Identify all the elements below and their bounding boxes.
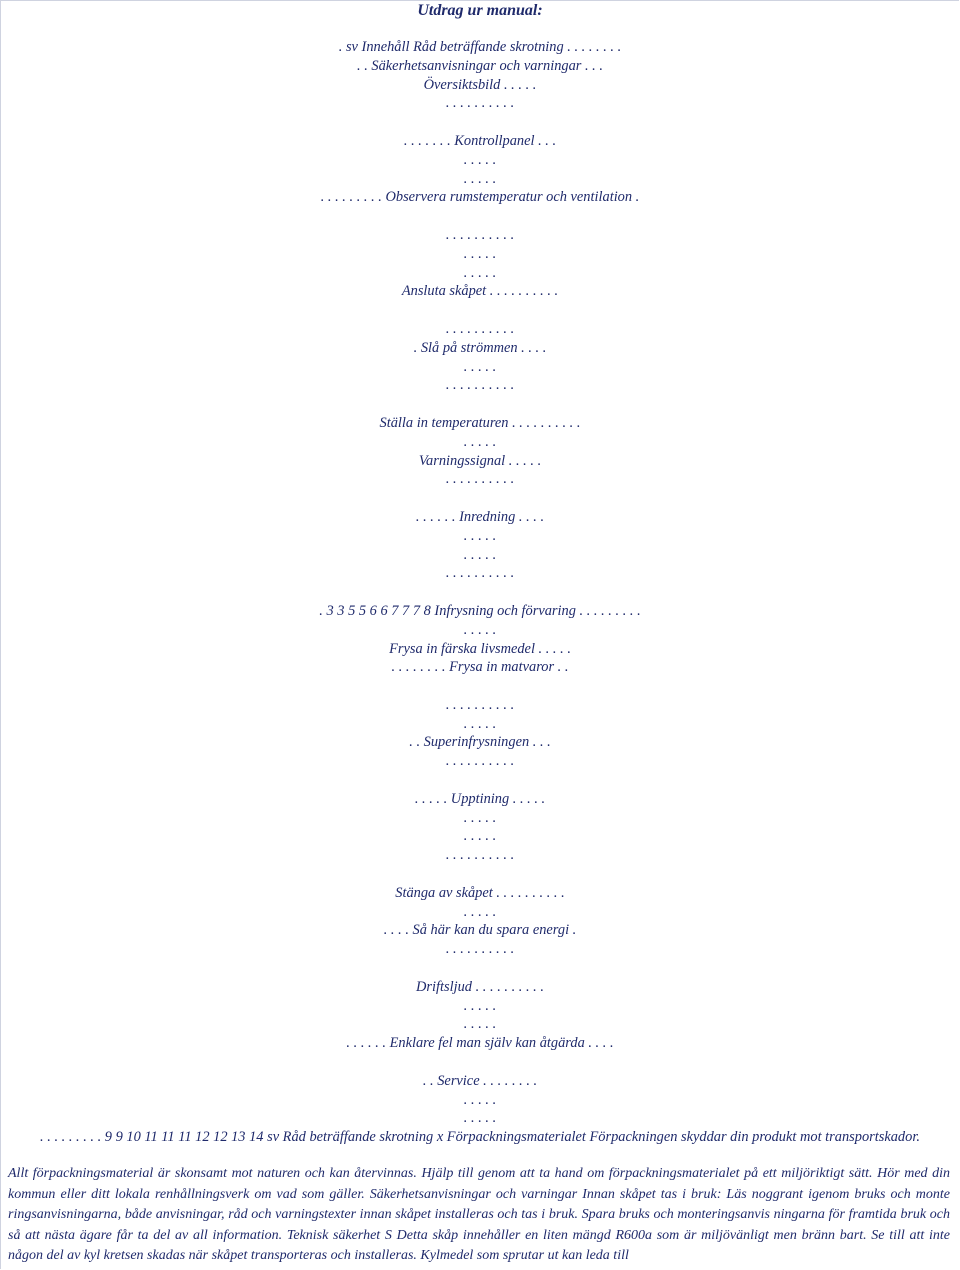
toc-line: . . Superinfrysningen . . . (409, 734, 551, 751)
toc-line: . . . . . (463, 151, 497, 168)
toc-spacer (0, 1053, 960, 1072)
toc-line: . . . . . (463, 903, 497, 920)
toc-line: . . . . . (463, 828, 497, 845)
toc-line: . . . . . (463, 546, 497, 563)
toc-line: . . . . . . . . . . (445, 471, 515, 488)
toc-spacer (0, 207, 960, 226)
toc-line: . . . . . (463, 358, 497, 375)
toc-line: . . . . . (463, 433, 497, 450)
toc-line: . . . . . . . . . Observera rumstemperatur och ventilation . (320, 189, 640, 206)
toc-spacer (0, 395, 960, 414)
toc-spacer (0, 113, 960, 132)
toc-line: . . . . Så här kan du spara energi . (383, 922, 577, 939)
toc-line: . . . . . (463, 170, 497, 187)
toc-line: . 3 3 5 5 6 6 7 7 7 8 Infrysning och förvaring . . . . . . . . . (319, 602, 641, 619)
toc-spacer (0, 489, 960, 508)
toc-line: . . . . . . . . . . (445, 941, 515, 958)
toc-line: . . . . . (463, 1016, 497, 1033)
toc-spacer (0, 301, 960, 320)
toc-line: . . Service . . . . . . . . (422, 1072, 538, 1089)
toc-line: . . . . . . . . . . (445, 847, 515, 864)
toc-line: . . . . . (463, 997, 497, 1014)
toc-line: . . . . . (463, 715, 497, 732)
toc-spacer (0, 865, 960, 884)
toc-line: Ställa in temperaturen . . . . . . . . . . (379, 414, 581, 431)
toc-line: . . . . . (463, 809, 497, 826)
toc-line: . . . . . (463, 621, 497, 638)
toc-line: . . . . . (463, 527, 497, 544)
toc-line: Översiktsbild . . . . . (423, 76, 537, 93)
toc-spacer (0, 583, 960, 602)
toc-line: . . . . . . . . . . (445, 696, 515, 713)
body-paragraph: Allt förpackningsmaterial är skonsamt mot naturen och kan återvinnas. Hjälp till genom att ta hand om förpackningsmaterialet på ett miljöriktigt sätt. Hör med din kommun eller ditt lokala renhållningsverk om vad som gäller. Säkerhetsanvisningar och varningar Innan skåpet tas i bruk: Läs noggrant igenom bruks och monte ringsanvisningarna, både anvisningar, råd och varningstexter innan skåpet installeras och tas i bruk. Spara bruks och monteringsanvis ningarna för framtida bruk och så att nästa ägare får ta del av all information. Teknisk säkerhet S Detta skåp innehåller en liten mängd R600a som är miljövänligt men bränn bart. Se till att inte någon del av kyl kretsen skadas när skåpet transporteras och installeras. Kylmedel som sprutar ut kan leda till (8, 1166, 950, 1264)
toc-line: Frysa in färska livsmedel . . . . . (389, 640, 571, 657)
toc-line: Stänga av skåpet . . . . . . . . . . (395, 884, 565, 901)
toc-line: . . . . . . . . . . (445, 226, 515, 243)
toc-line: . . . . . . . . Frysa in matvaror . . (391, 659, 569, 676)
table-of-contents (0, 38, 960, 1147)
toc-line: . . . . . . . . . . (445, 753, 515, 770)
toc-line: Driftsljud . . . . . . . . . . (416, 978, 544, 995)
toc-line: . . . . . . . . . . (445, 377, 515, 394)
toc-line: . sv Innehåll Råd beträffande skrotning . . . . . . . . (338, 39, 622, 55)
toc-line: . . . . . . . . . 9 9 10 11 11 11 12 12 13 14 sv Råd beträffande skrotning x Förpackningsmaterialet Förpackningen skyddar din produkt mot transportskador. (40, 1129, 920, 1146)
toc-spacer (0, 677, 960, 696)
toc-line: . . . . . (463, 1110, 497, 1127)
toc-line: . . Säkerhetsanvisningar och varningar . . . (357, 57, 603, 74)
toc-line: . . . . . (463, 245, 497, 262)
toc-line: . . . . . . . . . . (445, 565, 515, 582)
toc-line: . Slå på strömmen . . . . (413, 339, 547, 356)
toc-line: . . . . . . . . . . (445, 95, 515, 112)
toc-line: . . . . . . . . . . (445, 320, 515, 337)
toc-spacer (0, 959, 960, 978)
toc-line: . . . . . (463, 264, 497, 281)
toc-line: Varningssignal . . . . . (418, 452, 542, 469)
toc-line: . . . . . . Enklare fel man själv kan åtgärda . . . . (346, 1035, 614, 1052)
page-heading: Utdrag ur manual: (417, 2, 543, 19)
toc-line: . . . . . . Inredning . . . . (415, 508, 545, 525)
toc-line: Ansluta skåpet . . . . . . . . . . (401, 283, 559, 300)
toc-line: . . . . . (463, 1091, 497, 1108)
toc-line: . . . . . Upptining . . . . . (414, 790, 546, 807)
toc-line: . . . . . . . Kontrollpanel . . . (403, 132, 557, 149)
toc-spacer (0, 771, 960, 790)
